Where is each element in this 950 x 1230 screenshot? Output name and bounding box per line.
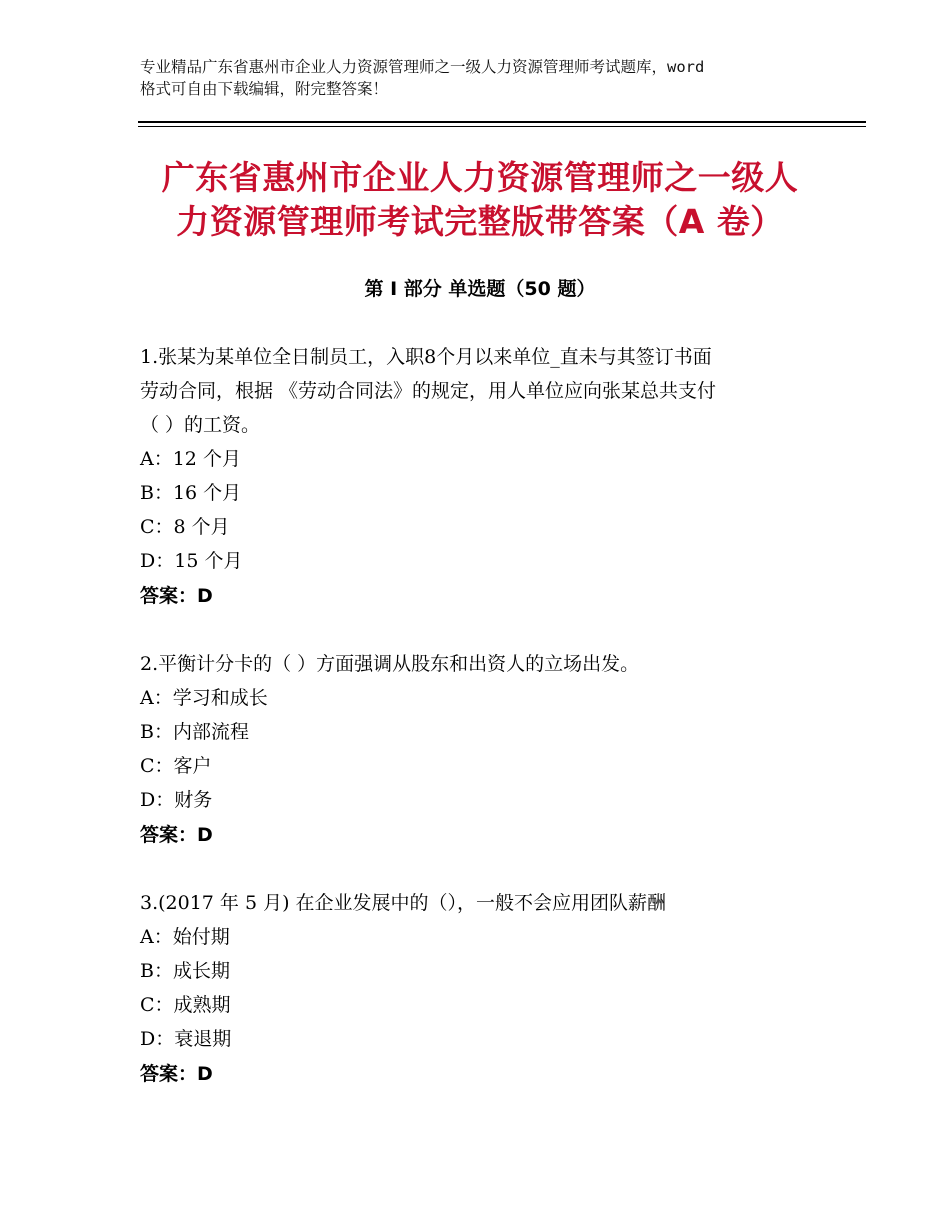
question-2-stem-line-1: 2.平衡计分卡的（ ）方面强调从股东和出资人的立场出发。 [140,653,640,675]
section-title: 第 I 部分 单选题（50 题） [364,278,596,300]
question-2-option-d: D：财务 [140,789,213,811]
question-3-stem-line-1: 3.(2017 年 5 月) 在企业发展中的（），一般不会应用团队薪酬 [140,892,667,914]
header-note-line-2: 格式可自由下载编辑，附完整答案！ [140,80,389,98]
question-1-option-d: D：15 个月 [140,550,243,572]
document-title-line-1: 广东省惠州市企业人力资源管理师之一级人 [161,158,799,197]
question-1-stem-line-3: （ ）的工资。 [140,414,261,436]
header-note [140,56,830,100]
question-2-option-b: B：内部流程 [140,721,249,743]
header-note-line-1: 专业精品广东省惠州市企业人力资源管理师之一级人力资源管理师考试题库，word [140,58,705,76]
question-3-option-b: B：成长期 [140,960,230,982]
header-divider-thick [138,121,866,123]
question-2-answer: 答案：D [140,824,213,846]
document-title [140,156,820,244]
header-divider-thin [138,126,866,127]
question-1-option-b: B：16 个月 [140,482,242,504]
question-2-option-c: C：客户 [140,755,212,777]
question-3-option-a: A：始付期 [140,926,230,948]
question-1-answer: 答案：D [140,585,213,607]
question-3-option-c: C：成熟期 [140,994,231,1016]
document-title-line-2: 力资源管理师考试完整版带答案（A 卷） [176,202,784,241]
question-1-stem-line-1: 1.张某为某单位全日制员工，入职8个月以来单位_直未与其签订书面 [140,346,712,368]
question-1-option-c: C：8 个月 [140,516,230,538]
question-3-answer: 答案：D [140,1063,213,1085]
question-3-option-d: D：衰退期 [140,1028,232,1050]
question-1-stem-line-2: 劳动合同，根据 《劳动合同法》的规定，用人单位应向张某总共支付 [140,380,717,402]
question-1-option-a: A：12 个月 [140,448,241,470]
question-2-option-a: A：学习和成长 [140,687,268,709]
